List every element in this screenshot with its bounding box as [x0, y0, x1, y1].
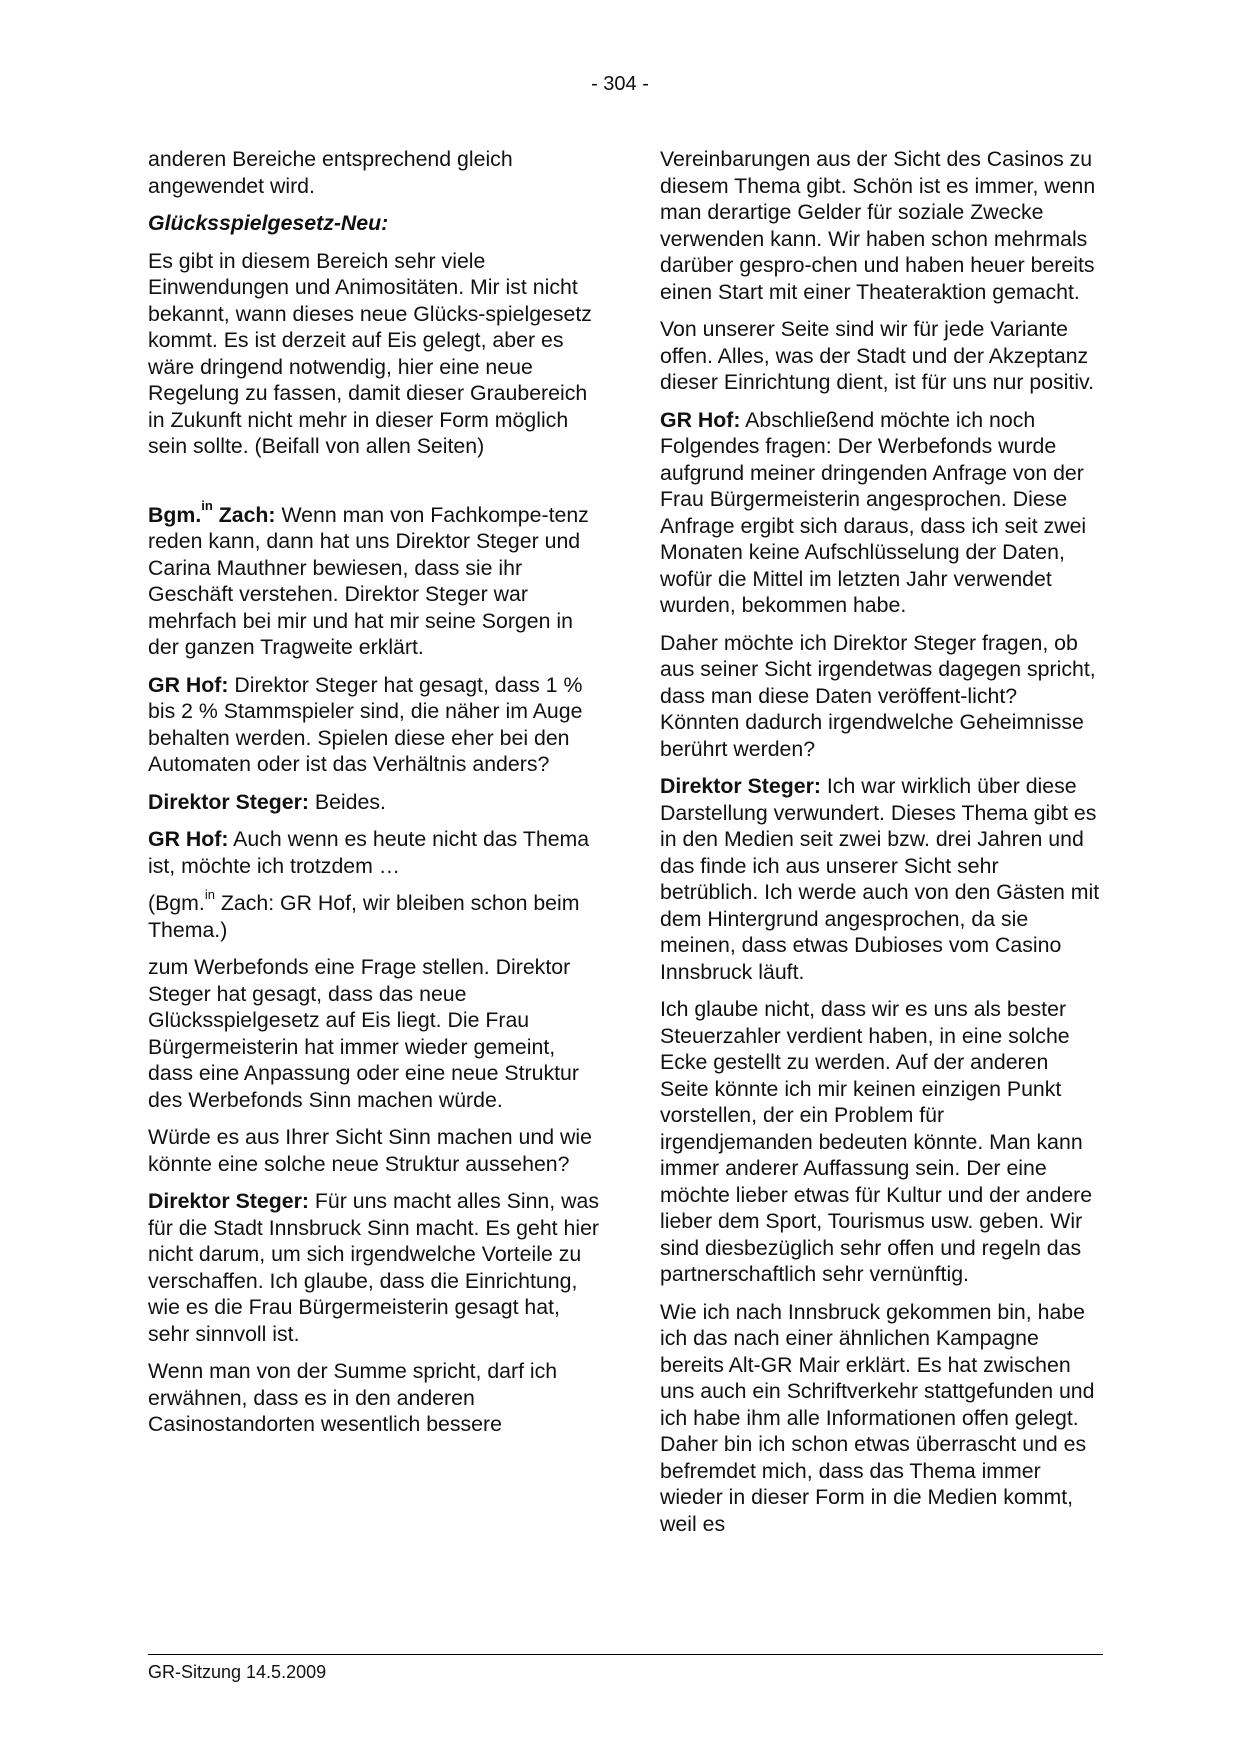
interjection-prefix: (Bgm.: [148, 891, 205, 915]
speaker-label: Direktor Steger:: [148, 1189, 309, 1213]
right-column: [660, 146, 1100, 1548]
speaker-label: Direktor Steger:: [148, 789, 309, 814]
paragraph: [660, 407, 1100, 619]
speaker-label: GR Hof:: [148, 827, 229, 851]
paragraph: Wenn man von der Summe spricht, darf ich erwähnen, dass es in den anderen Casinostandorten wesentlich bessere: [148, 1359, 558, 1436]
interjection-text: Zach: GR Hof, wir bleiben schon beim Thema.): [148, 891, 580, 942]
paragraph-text: Auch wenn es heute nicht das Thema ist, möchte ich trotzdem …: [148, 827, 590, 878]
paragraph: [148, 789, 603, 816]
paragraph: anderen Bereiche entsprechend gleich angewendet wird.: [148, 147, 513, 198]
left-column: [148, 146, 603, 1449]
superscript: in: [201, 498, 213, 514]
paragraph: Von unserer Seite sind wir für jede Variante offen. Alles, was der Stadt und der Akzeptanz dieser Einrichtung dient, ist für uns nur positiv.: [660, 317, 1095, 394]
paragraph-text: Direktor Steger hat gesagt, dass 1 % bis 2 % Stammspieler sind, die näher im Auge behalten werden. Spielen diese eher bei den Automaten oder ist das Verhältnis anders?: [148, 672, 583, 776]
speaker-title: Bgm.: [148, 502, 202, 527]
footer-divider: [148, 1654, 1103, 1655]
paragraph-text: Wenn man von Fachkompe-tenz reden kann, dann hat uns Direktor Steger und Carina Mauthner bewiesen, dass sie ihr Geschäft verstehen. Direktor Steger war mehrfach bei mir und hat mir seine Sorgen in der ganzen Tragweite erklärt.: [148, 502, 589, 659]
speaker-label: Direktor Steger:: [660, 774, 821, 798]
paragraph: [148, 498, 603, 661]
footer-text: GR-Sitzung 14.5.2009: [148, 1662, 327, 1682]
superscript: in: [204, 886, 215, 902]
paragraph: Würde es aus Ihrer Sicht Sinn machen und wie könnte eine solche neue Struktur aussehen?: [148, 1125, 592, 1176]
paragraph: [148, 1188, 603, 1347]
speaker-label: GR Hof:: [148, 672, 229, 697]
speaker-label: GR Hof:: [660, 407, 741, 432]
speaker-name: Zach:: [212, 502, 276, 527]
paragraph: zum Werbefonds eine Frage stellen. Direktor Steger hat gesagt, dass das neue Glücksspielgesetz auf Eis liegt. Die Frau Bürgermeisterin hat immer wieder gemeint, dass eine Anpassung oder eine neue Struktur des Werbefonds Sinn machen würde.: [148, 955, 579, 1112]
paragraph: Wie ich nach Innsbruck gekommen bin, habe ich das nach einer ähnlichen Kampagne bereits Alt-GR Mair erklärt. Es hat zwischen uns auch ein Schriftverkehr stattgefunden und ich habe ihm alle Informationen offen gelegt. Daher bin ich schon etwas überrascht und es befremdet mich, dass das Thema immer wieder in dieser Form in die Medien kommt, weil es: [660, 1299, 1095, 1536]
interjection: [148, 886, 603, 943]
paragraph: Ich glaube nicht, dass wir es uns als bester Steuerzahler verdient haben, in eine solche Ecke gestellt zu werden. Auf der anderen Seite könnte ich mir keinen einzigen Punkt vorstellen, der ein Problem für irgendjemanden bedeuten könnte. Man kann immer anderer Auffassung sein. Der eine möchte lieber etwas für Kultur und der andere lieber dem Sport, Tourismus usw. geben. Wir sind diesbezüglich sehr offen und regeln das partnerschaftlich sehr vernünftig.: [660, 997, 1093, 1286]
paragraph-text: Beides.: [308, 789, 386, 814]
paragraph-text: Ich war wirklich über diese Darstellung verwundert. Dieses Thema gibt es in den Medien seit zwei bzw. drei Jahren und das finde ich aus unserer Sicht sehr betrüblich. Ich werde auch von den Gästen mit dem Hintergrund angesprochen, da sie meinen, dass etwas Dubioses vom Casino Innsbruck läuft.: [660, 774, 1100, 984]
paragraph: Es gibt in diesem Bereich sehr viele Einwendungen und Animositäten. Mir ist nicht bekannt, wann dieses neue Glücks-spielgesetz kommt. Es ist derzeit auf Eis gelegt, aber es wäre dringend notwendig, hier eine neue Regelung zu fassen, damit dieser Graubereich in Zukunft nicht mehr in dieser Form möglich sein sollte. (Beifall von allen Seiten): [148, 248, 592, 458]
paragraph: [148, 672, 603, 778]
section-heading: Glücksspielgesetz-Neu:: [148, 211, 389, 235]
paragraph: [660, 773, 1100, 985]
paragraph: [148, 826, 603, 879]
speaker-label: [148, 498, 276, 527]
page-number: - 304 -: [591, 73, 649, 95]
paragraph: Vereinbarungen aus der Sicht des Casinos zu diesem Thema gibt. Schön ist es immer, wenn man derartige Gelder für soziale Zwecke verwenden kann. Wir haben schon mehrmals darüber gespro-chen und haben heuer bereits einen Start mit einer Theateraktion gemacht.: [660, 147, 1096, 304]
paragraph: Daher möchte ich Direktor Steger fragen, ob aus seiner Sicht irgendetwas dagegen spricht, dass man diese Daten veröffent-licht? Könnten dadurch irgendwelche Geheimnisse berührt werden?: [660, 630, 1096, 761]
paragraph-text: Für uns macht alles Sinn, was für die Stadt Innsbruck Sinn macht. Es geht hier nicht darum, um sich irgendwelche Vorteile zu verschaffen. Ich glaube, dass die Einrichtung, wie es die Frau Bürgermeisterin gesagt hat, sehr sinnvoll ist.: [148, 1189, 600, 1346]
paragraph-text: Abschließend möchte ich noch Folgendes fragen: Der Werbefonds wurde aufgrund meiner dringenden Anfrage von der Frau Bürgermeisterin angesprochen. Diese Anfrage ergibt sich daraus, dass ich seit zwei Monaten keine Aufschlüsselung der Daten, wofür die Mittel im letzten Jahr verwendet wurden, bekommen habe.: [660, 407, 1087, 617]
